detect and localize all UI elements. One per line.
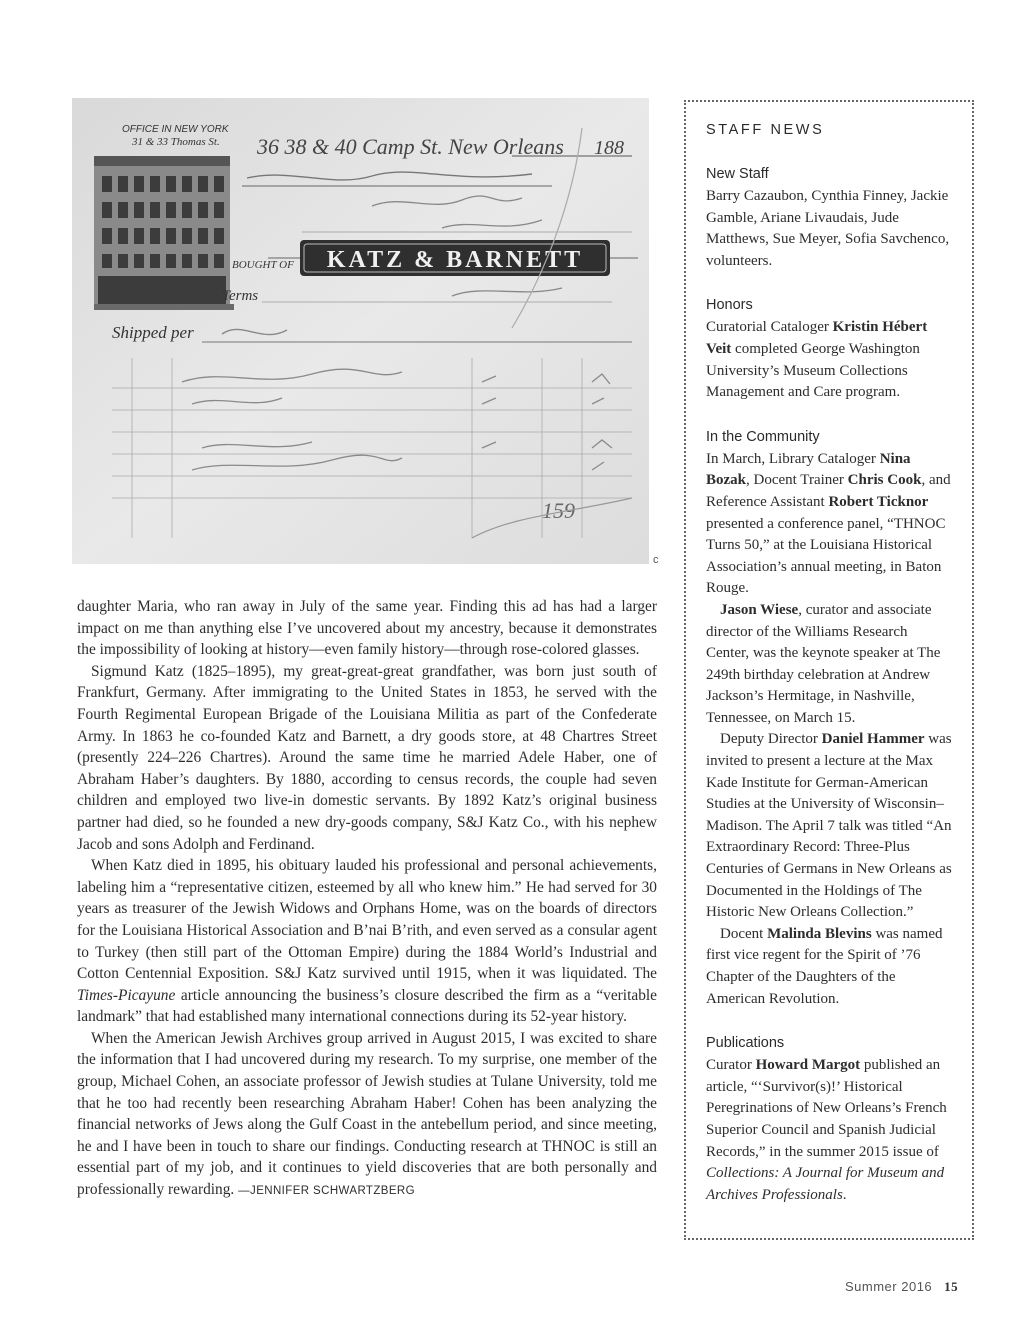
article-paragraph: When the American Jewish Archives group arrived in August 2015, I was excited to share the information that I had uncovered during my research. To my surprise, one member of the group, Michael Cohen, an associate professor of Jewish studies at Tulane University, told me that he too had recently been researching Abraham Haber! Cohen has been analyzing the financial networks of Jews along the Gulf Coast in the antebellum period, and since meeting, he and I have been in touch to share our findings. Conducting research at THNOC is still an essential part of my job, and it continues to yield discoveries that are both personally and professionally rewarding. —JENNIFER SCHWARTZBERG — [77, 1029, 657, 1199]
bought-of-label: BOUGHT OF — [232, 259, 294, 271]
page-number: 15 — [944, 1279, 959, 1294]
invoice-address: 36 38 & 40 Camp St. New Orleans — [257, 134, 564, 159]
new-staff-text: Barry Cazaubon, Cynthia Finney, Jackie Gamble, Ariane Livaudais, Jude Matthews, Sue Meyer, Sofia Savchenco, volunteers. — [706, 188, 950, 269]
community-paragraph: Jason Wiese, curator and associate director of the Williams Research Center, was the keynote speaker at The 249th birthday celebration at Andrew Jackson’s Hermitage, in Nashville, Tennessee, on March 15. — [706, 601, 941, 726]
store-building-engraving — [94, 156, 234, 310]
journal-title: Collections: A Journal for Museum and Archives Professionals — [706, 1165, 945, 1203]
community-paragraph: Docent Malinda Blevins was named first vice regent for the Spirit of ’76 Chapter of the Daughters of the American Revolution. — [706, 925, 943, 1007]
invoice-total: 159 — [542, 498, 575, 523]
katz-barnett-invoice-image — [72, 98, 649, 564]
page-footer — [845, 1279, 958, 1295]
staff-news-sidebar — [684, 100, 974, 1240]
invoice-date-year: 188 — [594, 137, 624, 159]
article-paragraph: Sigmund Katz (1825–1895), my great-great-great grandfather, was born just south of Frankfurt, Germany. After immigrating to the United States in 1853, he served with the Fourth Regimental European Brigade of the Louisiana Militia as part of the Confederate Army. In 1863 he co-founded Katz and Barnett, a dry goods store, at 48 Chartres Street (presently 224–226 Chartres). Around the same time he married Adele Haber, one of Abraham Haber’s daughters. By 1880, according to census records, the couple had seven children and employed two live-in domestic servants. By 1892 Katz’s original business partner had died, so he founded a new dry-goods company, S&J Katz Co., with his nephew Jacob and sons Adolph and Ferdinand. — [77, 662, 657, 853]
staff-name: Kristin Hébert Veit — [706, 319, 928, 357]
terms-label: Terms — [222, 288, 259, 304]
image-credit: c — [653, 554, 659, 566]
honors-heading: Honors — [706, 297, 753, 314]
publications-text: Curator Howard Margot published an article, “‘Survivor(s)!’ Historical Peregrinations of New Orleans’s French Superior Council and Spanish Judicial Records,” in the summer 2015 issue of Collections: A Journal for Museum and Archives Professionals. — [706, 1057, 947, 1203]
article-paragraph: daughter Maria, who ran away in July of the same year. Finding this ad has had a larger impact on me than anything else I’ve uncovered about my ancestry, because it demonstrates the impossibility of looking at history—even family history—through rose-colored glasses. — [77, 598, 657, 659]
firm-name: KATZ & BARNETT — [326, 247, 584, 273]
newspaper-title: Times-Picayune — [77, 986, 176, 1004]
community-heading: In the Community — [706, 428, 820, 445]
office-line-2: 31 & 33 Thomas St. — [132, 136, 220, 148]
honors-text: Curatorial Cataloger Kristin Hébert Veit completed George Washington University’s Museum Collections Management and Care program. — [706, 319, 928, 401]
community-paragraph: Deputy Director Daniel Hammer was invited to present a lecture at the Max Kade Institute for German-American Studies at the University of Wisconsin–Madison. The April 7 talk was titled “An Extraordinary Record: Three-Plus Centuries of Germans in New Orleans as Documented in the Holdings of The Historic New Orleans Collection.” — [706, 731, 952, 921]
publications-section — [706, 1033, 952, 1206]
author-signature: —JENNIFER SCHWARTZBERG — [238, 1185, 415, 1198]
shipped-per-label: Shipped per — [112, 323, 194, 342]
sidebar-title: STAFF NEWS — [706, 122, 825, 138]
new-staff-heading: New Staff — [706, 166, 769, 182]
issue-season: Summer 2016 — [845, 1279, 933, 1294]
article-body — [77, 596, 657, 1203]
honors-section — [706, 295, 952, 403]
community-paragraph: In March, Library Cataloger Nina Bozak, Docent Trainer Chris Cook, and Reference Assistant Robert Ticknor presented a conference panel, “THNOC Turns 50,” at the Louisiana Historical Association’s annual meeting, in Baton Rouge. — [706, 450, 951, 597]
article-paragraph: When Katz died in 1895, his obituary lauded his professional and personal achievements, labeling him a “representative citizen, esteemed by all who knew him.” He had served for 30 years as treasurer of the Jewish Widows and Orphans Home, was on the boards of directors for the Louisiana Historical Association and B’nai B’rith, and even served as a consular agent to Turkey (then still part of the Ottoman Empire) during the 1884 World’s Industrial and Cotton Centennial Exposition. S&J Katz survived until 1915, when it was liquidated. The Times-Picayune article announcing the business’s closure described the firm as a “veritable landmark” that had established many international connections during its 52-year history. — [77, 857, 657, 1026]
new-staff-section — [706, 164, 952, 272]
publications-heading: Publications — [706, 1035, 785, 1052]
community-section — [706, 427, 952, 1010]
office-line-1: OFFICE IN NEW YORK — [122, 124, 229, 135]
staff-name: Howard Margot — [755, 1057, 861, 1074]
